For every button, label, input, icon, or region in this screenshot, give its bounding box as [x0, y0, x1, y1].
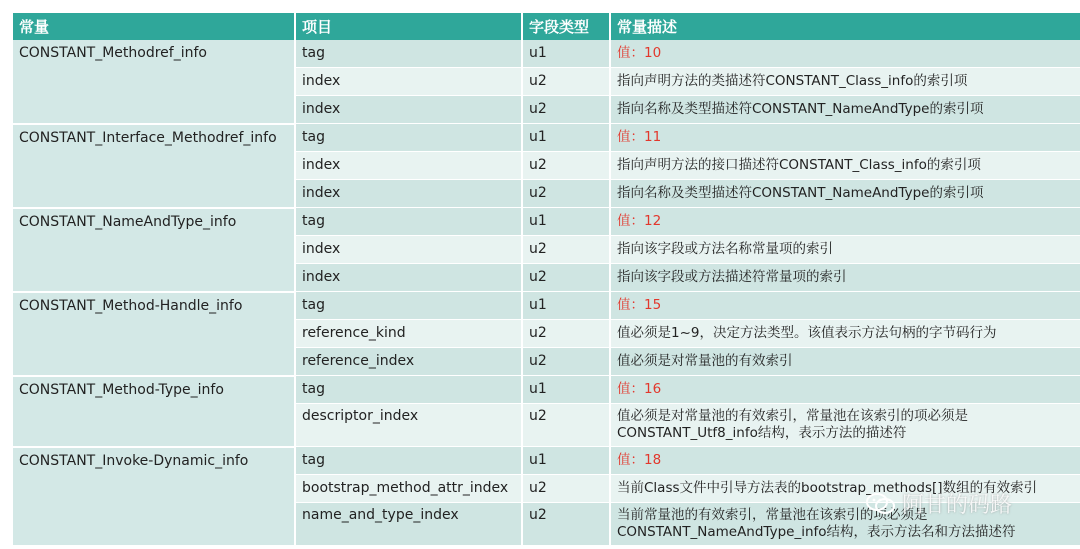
constant-name-cell: CONSTANT_Invoke-Dynamic_info: [13, 447, 295, 546]
table-row: [13, 447, 1080, 475]
description-cell: 当前常量池的有效索引，常量池在该索引的项必须是 CONSTANT_NameAndType_info结构，表示方法名和方法描述符: [610, 503, 1080, 546]
constant-table-container: [13, 13, 1080, 547]
item-cell: bootstrap_method_attr_index: [295, 475, 522, 503]
description-cell: 指向声明方法的接口描述符CONSTANT_Class_info的索引项: [610, 152, 1080, 180]
description-cell: 指向声明方法的类描述符CONSTANT_Class_info的索引项: [610, 68, 1080, 96]
item-cell: reference_index: [295, 348, 522, 376]
constant-name-cell: CONSTANT_Method-Type_info: [13, 376, 295, 447]
field-type-cell: u2: [522, 236, 610, 264]
field-type-cell: u2: [522, 68, 610, 96]
description-cell: 值：15: [610, 292, 1080, 320]
field-type-cell: u1: [522, 292, 610, 320]
item-cell: tag: [295, 40, 522, 68]
field-type-cell: u2: [522, 404, 610, 447]
header-item: 项目: [295, 13, 522, 40]
field-type-cell: u2: [522, 503, 610, 546]
description-cell: 值：12: [610, 208, 1080, 236]
description-cell: 值必须是对常量池的有效索引，常量池在该索引的项必须是 CONSTANT_Utf8_info结构，表示方法的描述符: [610, 404, 1080, 447]
description-cell: 值：16: [610, 376, 1080, 404]
field-type-cell: u1: [522, 208, 610, 236]
field-type-cell: u2: [522, 152, 610, 180]
item-cell: index: [295, 152, 522, 180]
table-row: [13, 208, 1080, 236]
header-field-type: 字段类型: [522, 13, 610, 40]
header-description: 常量描述: [610, 13, 1080, 40]
item-cell: index: [295, 68, 522, 96]
item-cell: reference_kind: [295, 320, 522, 348]
item-cell: descriptor_index: [295, 404, 522, 447]
item-cell: tag: [295, 292, 522, 320]
description-cell: 指向名称及类型描述符CONSTANT_NameAndType的索引项: [610, 180, 1080, 208]
field-type-cell: u2: [522, 96, 610, 124]
description-cell: 指向该字段或方法名称常量项的索引: [610, 236, 1080, 264]
item-cell: tag: [295, 376, 522, 404]
table-body: [13, 40, 1080, 546]
constant-name-cell: CONSTANT_NameAndType_info: [13, 208, 295, 292]
description-cell: 值：18: [610, 447, 1080, 475]
table-row: [13, 40, 1080, 68]
table-row: [13, 292, 1080, 320]
table-row: [13, 376, 1080, 404]
constant-name-cell: CONSTANT_Methodref_info: [13, 40, 295, 124]
header-constant: 常量: [13, 13, 295, 40]
item-cell: name_and_type_index: [295, 503, 522, 546]
field-type-cell: u2: [522, 475, 610, 503]
field-type-cell: u1: [522, 40, 610, 68]
item-cell: index: [295, 96, 522, 124]
description-cell: 指向该字段或方法描述符常量项的索引: [610, 264, 1080, 292]
item-cell: index: [295, 264, 522, 292]
table-header: [13, 13, 1080, 40]
field-type-cell: u1: [522, 124, 610, 152]
description-cell: 当前Class文件中引导方法表的bootstrap_methods[]数组的有效索引: [610, 475, 1080, 503]
constant-pool-table: [13, 13, 1080, 547]
field-type-cell: u1: [522, 447, 610, 475]
item-cell: index: [295, 236, 522, 264]
table-row: [13, 124, 1080, 152]
field-type-cell: u2: [522, 320, 610, 348]
description-cell: 值必须是1~9，决定方法类型。该值表示方法句柄的字节码行为: [610, 320, 1080, 348]
constant-name-cell: CONSTANT_Interface_Methodref_info: [13, 124, 295, 208]
field-type-cell: u2: [522, 264, 610, 292]
description-cell: 值：11: [610, 124, 1080, 152]
description-cell: 指向名称及类型描述符CONSTANT_NameAndType的索引项: [610, 96, 1080, 124]
description-cell: 值：10: [610, 40, 1080, 68]
description-cell: 值必须是对常量池的有效索引: [610, 348, 1080, 376]
item-cell: tag: [295, 447, 522, 475]
field-type-cell: u1: [522, 376, 610, 404]
constant-name-cell: CONSTANT_Method-Handle_info: [13, 292, 295, 376]
item-cell: tag: [295, 208, 522, 236]
field-type-cell: u2: [522, 180, 610, 208]
header-row: [13, 13, 1080, 40]
field-type-cell: u2: [522, 348, 610, 376]
watermark-text: 阿甘的码路: [902, 493, 1013, 518]
item-cell: index: [295, 180, 522, 208]
item-cell: tag: [295, 124, 522, 152]
